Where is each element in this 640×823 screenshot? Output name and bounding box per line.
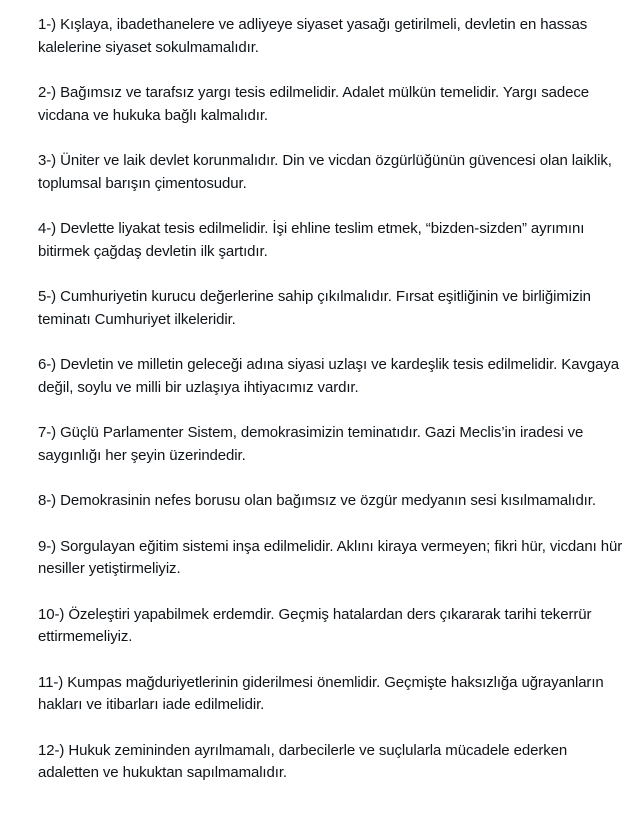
list-item-6: 6-) Devletin ve milletin geleceği adına siyasi uzlaşı ve kardeşlik tesis edilmelidir. Kavgaya değil, soylu ve milli bir uzlaşıya ihtiyacımız vardır. bbox=[38, 356, 619, 396]
list-item-9: 9-) Sorgulayan eğitim sistemi inşa edilmelidir. Aklını kiraya vermeyen; fikri hür, vicdanı hür nesiller yetiştirmeliyiz. bbox=[38, 537, 623, 577]
post-text bbox=[38, 14, 630, 808]
list-item-1: 1-) Kışlaya, ibadethanelere ve adliyeye siyaset yasağı getirilmeli, devletin en hassas kalelerine siyaset sokulmamalıdır. bbox=[38, 16, 588, 56]
list-item-2: 2-) Bağımsız ve tarafsız yargı tesis edilmelidir. Adalet mülkün temelidir. Yargı sadece vicdana ve hukuka bağlı kalmalıdır. bbox=[38, 84, 589, 124]
list-item-8: 8-) Demokrasinin nefes borusu olan bağımsız ve özgür medyanın sesi kısılmamalıdır. bbox=[38, 492, 596, 509]
list-item-12: 12-) Hukuk zemininden ayrılmamalı, darbecilerle ve suçlularla mücadele ederken adaletten ve hukuktan sapılmamalıdır. bbox=[38, 741, 568, 781]
list-item-11: 11-) Kumpas mağduriyetlerinin giderilmesi önemlidir. Geçmişte haksızlığa uğrayanların hakları ve itibarları iade edilmelidir. bbox=[38, 673, 604, 713]
list-item-3: 3-) Üniter ve laik devlet korunmalıdır. Din ve vicdan özgürlüğünün güvencesi olan laiklik, toplumsal barışın çimentosudur. bbox=[38, 152, 612, 192]
list-item-5: 5-) Cumhuriyetin kurucu değerlerine sahip çıkılmalıdır. Fırsat eşitliğinin ve birliğimizin teminatı Cumhuriyet ilkeleridir. bbox=[38, 288, 591, 328]
list-item-7: 7-) Güçlü Parlamenter Sistem, demokrasimizin teminatıdır. Gazi Meclis’in iradesi ve saygınlığı her şeyin üzerindedir. bbox=[38, 424, 584, 464]
list-item-10: 10-) Özeleştiri yapabilmek erdemdir. Geçmiş hatalardan ders çıkararak tarihi tekerrür ettirmemeliyiz. bbox=[38, 605, 592, 645]
list-item-4: 4-) Devlette liyakat tesis edilmelidir. İşi ehline teslim etmek, “bizden-sizden” ayrımını bitirmek çağdaş devletin ilk şartıdır. bbox=[38, 220, 585, 260]
